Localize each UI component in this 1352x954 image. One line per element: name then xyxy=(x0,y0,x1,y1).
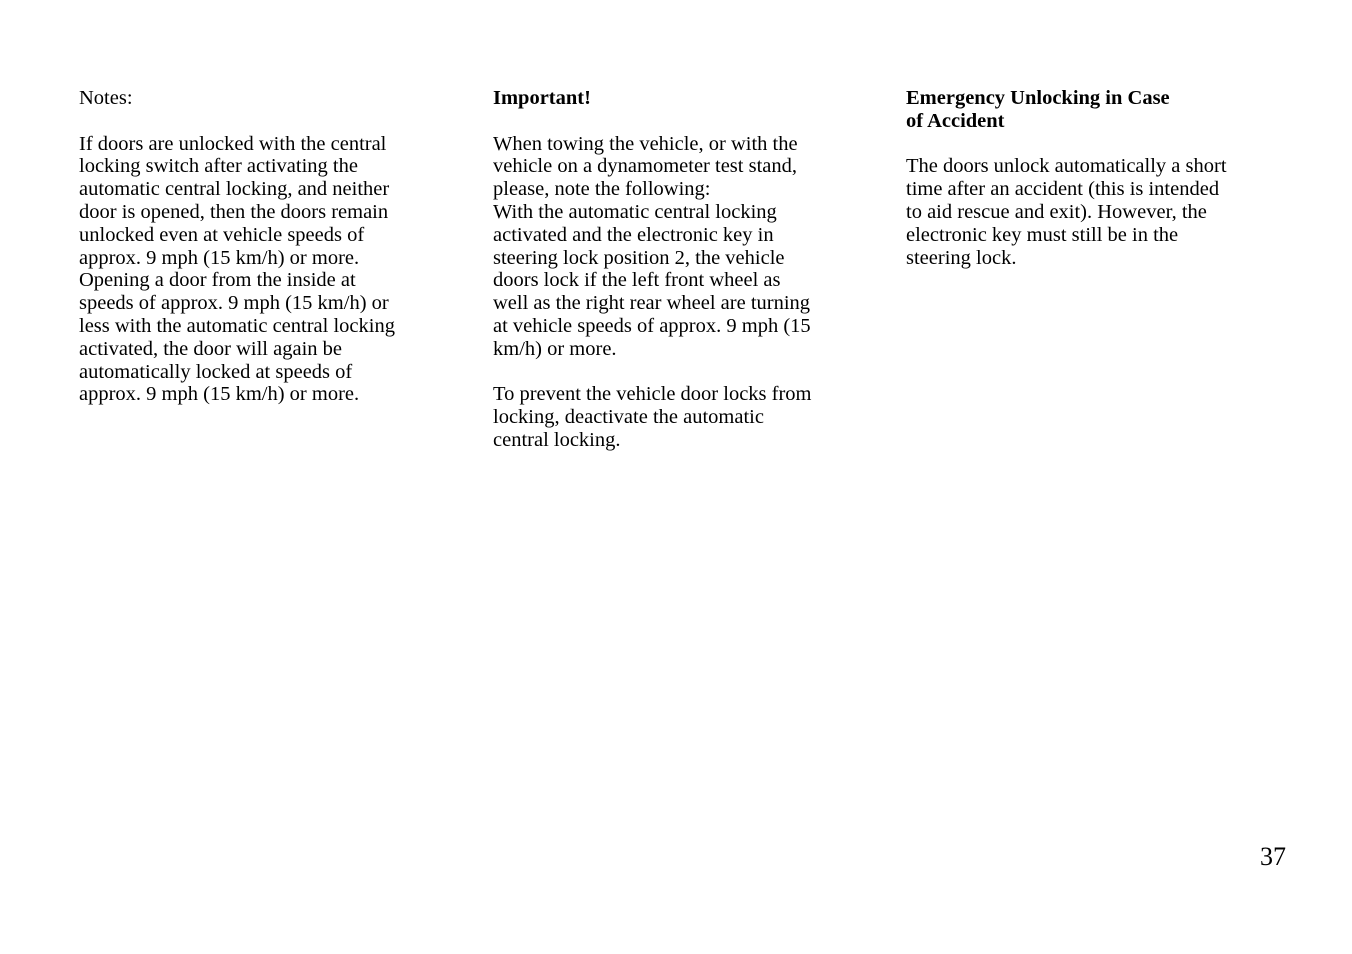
text-line: time after an accident (this is intended xyxy=(906,178,1220,201)
text-line: km/h) or more. xyxy=(493,337,617,360)
heading-line: of Accident xyxy=(906,109,1005,132)
text-line: central locking. xyxy=(493,428,621,451)
text-line: The doors unlock automatically a short xyxy=(906,155,1227,178)
text-line: Opening a door from the inside at xyxy=(79,269,356,292)
text-line: to aid rescue and exit). However, the xyxy=(906,200,1207,223)
text-line: steering lock position 2, the vehicle xyxy=(493,246,785,269)
paragraph-gap xyxy=(493,361,863,384)
text-line: locking switch after activating the xyxy=(79,155,358,178)
text-line: With the automatic central locking xyxy=(493,200,777,223)
page-number: 37 xyxy=(1260,842,1286,871)
text-line: automatic central locking, and neither xyxy=(79,178,390,201)
paragraph-gap xyxy=(493,110,863,133)
heading-line: Emergency Unlocking in Case xyxy=(906,87,1170,109)
text-line: electronic key must still be in the xyxy=(906,223,1179,246)
text-line: If doors are unlocked with the central xyxy=(79,132,387,155)
text-line: vehicle on a dynamometer test stand, xyxy=(493,155,797,178)
emergency-paragraph xyxy=(906,155,1286,269)
text-line: well as the right rear wheel are turning xyxy=(493,292,811,315)
text-line: at vehicle speeds of approx. 9 mph (15 xyxy=(493,314,811,337)
notes-paragraph xyxy=(79,133,449,407)
emergency-column xyxy=(906,87,1286,269)
important-column xyxy=(493,87,863,452)
text-line: approx. 9 mph (15 km/h) or more. xyxy=(79,246,360,269)
text-line: activated, the door will again be xyxy=(79,337,342,360)
text-line: doors lock if the left front wheel as xyxy=(493,269,781,292)
important-paragraph-prevent xyxy=(493,383,863,451)
text-line: locking, deactivate the automatic xyxy=(493,406,764,429)
paragraph-gap xyxy=(79,110,449,133)
text-line: unlocked even at vehicle speeds of xyxy=(79,223,365,246)
text-line: approx. 9 mph (15 km/h) or more. xyxy=(79,383,360,406)
emergency-heading xyxy=(906,87,1286,133)
important-heading: Important! xyxy=(493,87,591,109)
important-paragraph-towing xyxy=(493,133,863,361)
text-line: steering lock. xyxy=(906,246,1017,269)
text-line: activated and the electronic key in xyxy=(493,223,774,246)
notes-heading: Notes: xyxy=(79,87,133,109)
text-line: When towing the vehicle, or with the xyxy=(493,132,798,155)
text-line: please, note the following: xyxy=(493,178,711,201)
notes-column xyxy=(79,87,449,406)
text-line: speeds of approx. 9 mph (15 km/h) or xyxy=(79,292,389,315)
text-line: door is opened, then the doors remain xyxy=(79,200,389,223)
text-line: less with the automatic central locking xyxy=(79,314,395,337)
paragraph-gap xyxy=(906,133,1286,156)
text-line: To prevent the vehicle door locks from xyxy=(493,383,812,406)
text-line: automatically locked at speeds of xyxy=(79,360,353,383)
